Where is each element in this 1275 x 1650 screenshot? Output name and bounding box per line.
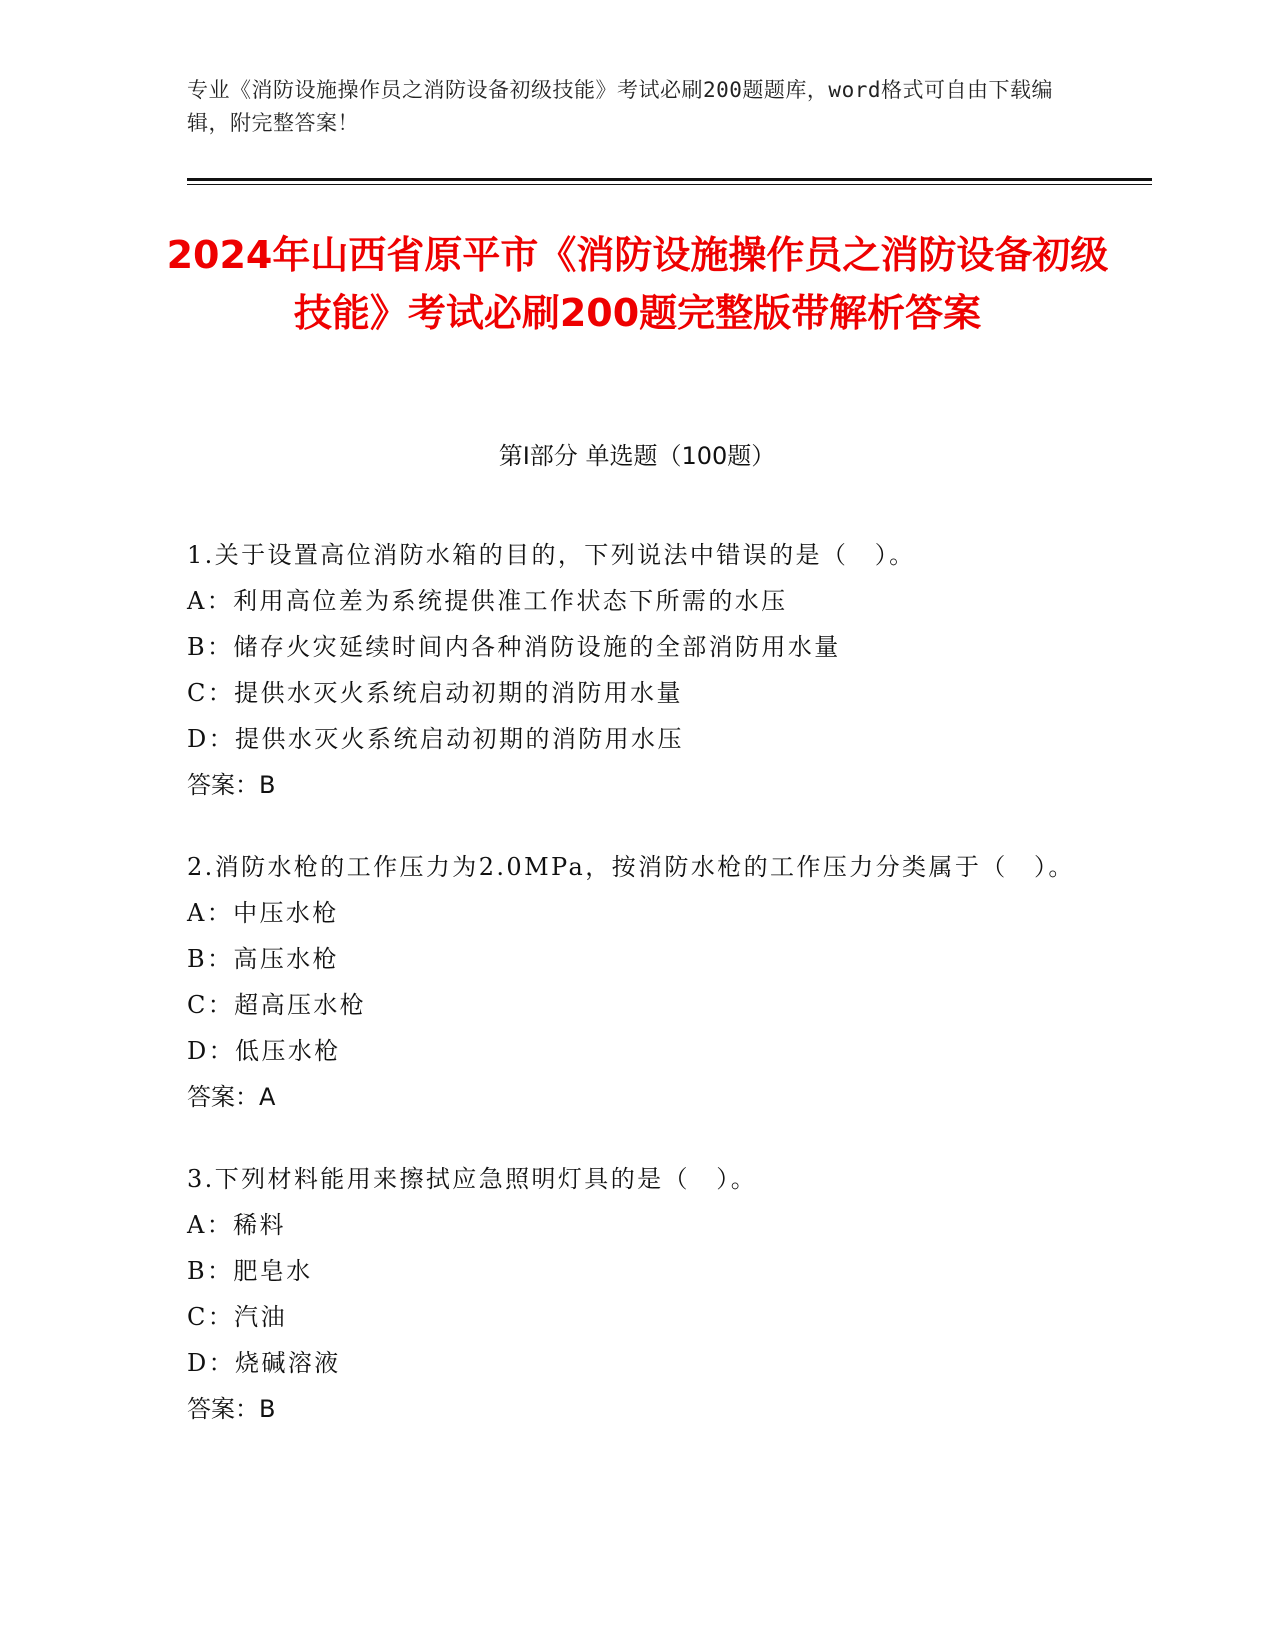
- answer: 答案：B: [187, 1395, 276, 1423]
- option-b: B：肥皂水: [187, 1257, 313, 1285]
- option-c: C：汽油: [187, 1303, 287, 1331]
- option-a: A：中压水枪: [187, 899, 339, 927]
- question-stem: 1.关于设置高位消防水箱的目的，下列说法中错误的是（ ）。: [187, 541, 916, 569]
- section-heading: 第Ⅰ部分 单选题（100题）: [498, 442, 776, 470]
- option-a: A：利用高位差为系统提供准工作状态下所需的水压: [187, 587, 788, 615]
- question-2: [187, 844, 1087, 1120]
- answer: 答案：B: [187, 771, 276, 799]
- option-d: D：提供水灭火系统启动初期的消防用水压: [187, 725, 684, 753]
- answer: 答案：A: [187, 1083, 276, 1111]
- question-stem: 2.消防水枪的工作压力为2.0MPa，按消防水枪的工作压力分类属于（ ）。: [187, 853, 1075, 881]
- option-d: D：烧碱溶液: [187, 1349, 341, 1377]
- document-title: 2024年山西省原平市《消防设施操作员之消防设备初级技能》考试必刷200题完整版带解析答案: [166, 233, 1109, 335]
- option-c: C：超高压水枪: [187, 991, 367, 1019]
- header-rule-thin: [187, 184, 1152, 185]
- question-list: [187, 532, 1087, 1468]
- header-note: 专业《消防设施操作员之消防设备初级技能》考试必刷200题题库，word格式可自由下载编辑，附完整答案！: [187, 78, 1053, 135]
- option-c: C：提供水灭火系统启动初期的消防用水量: [187, 679, 683, 707]
- header-rule-thick: [187, 178, 1152, 181]
- question-3: [187, 1156, 1087, 1432]
- option-b: B：储存火灾延续时间内各种消防设施的全部消防用水量: [187, 633, 841, 661]
- question-stem: 3.下列材料能用来擦拭应急照明灯具的是（ ）。: [187, 1165, 758, 1193]
- question-1: [187, 532, 1087, 808]
- option-d: D：低压水枪: [187, 1037, 341, 1065]
- option-b: B：高压水枪: [187, 945, 340, 973]
- option-a: A：稀料: [187, 1211, 286, 1239]
